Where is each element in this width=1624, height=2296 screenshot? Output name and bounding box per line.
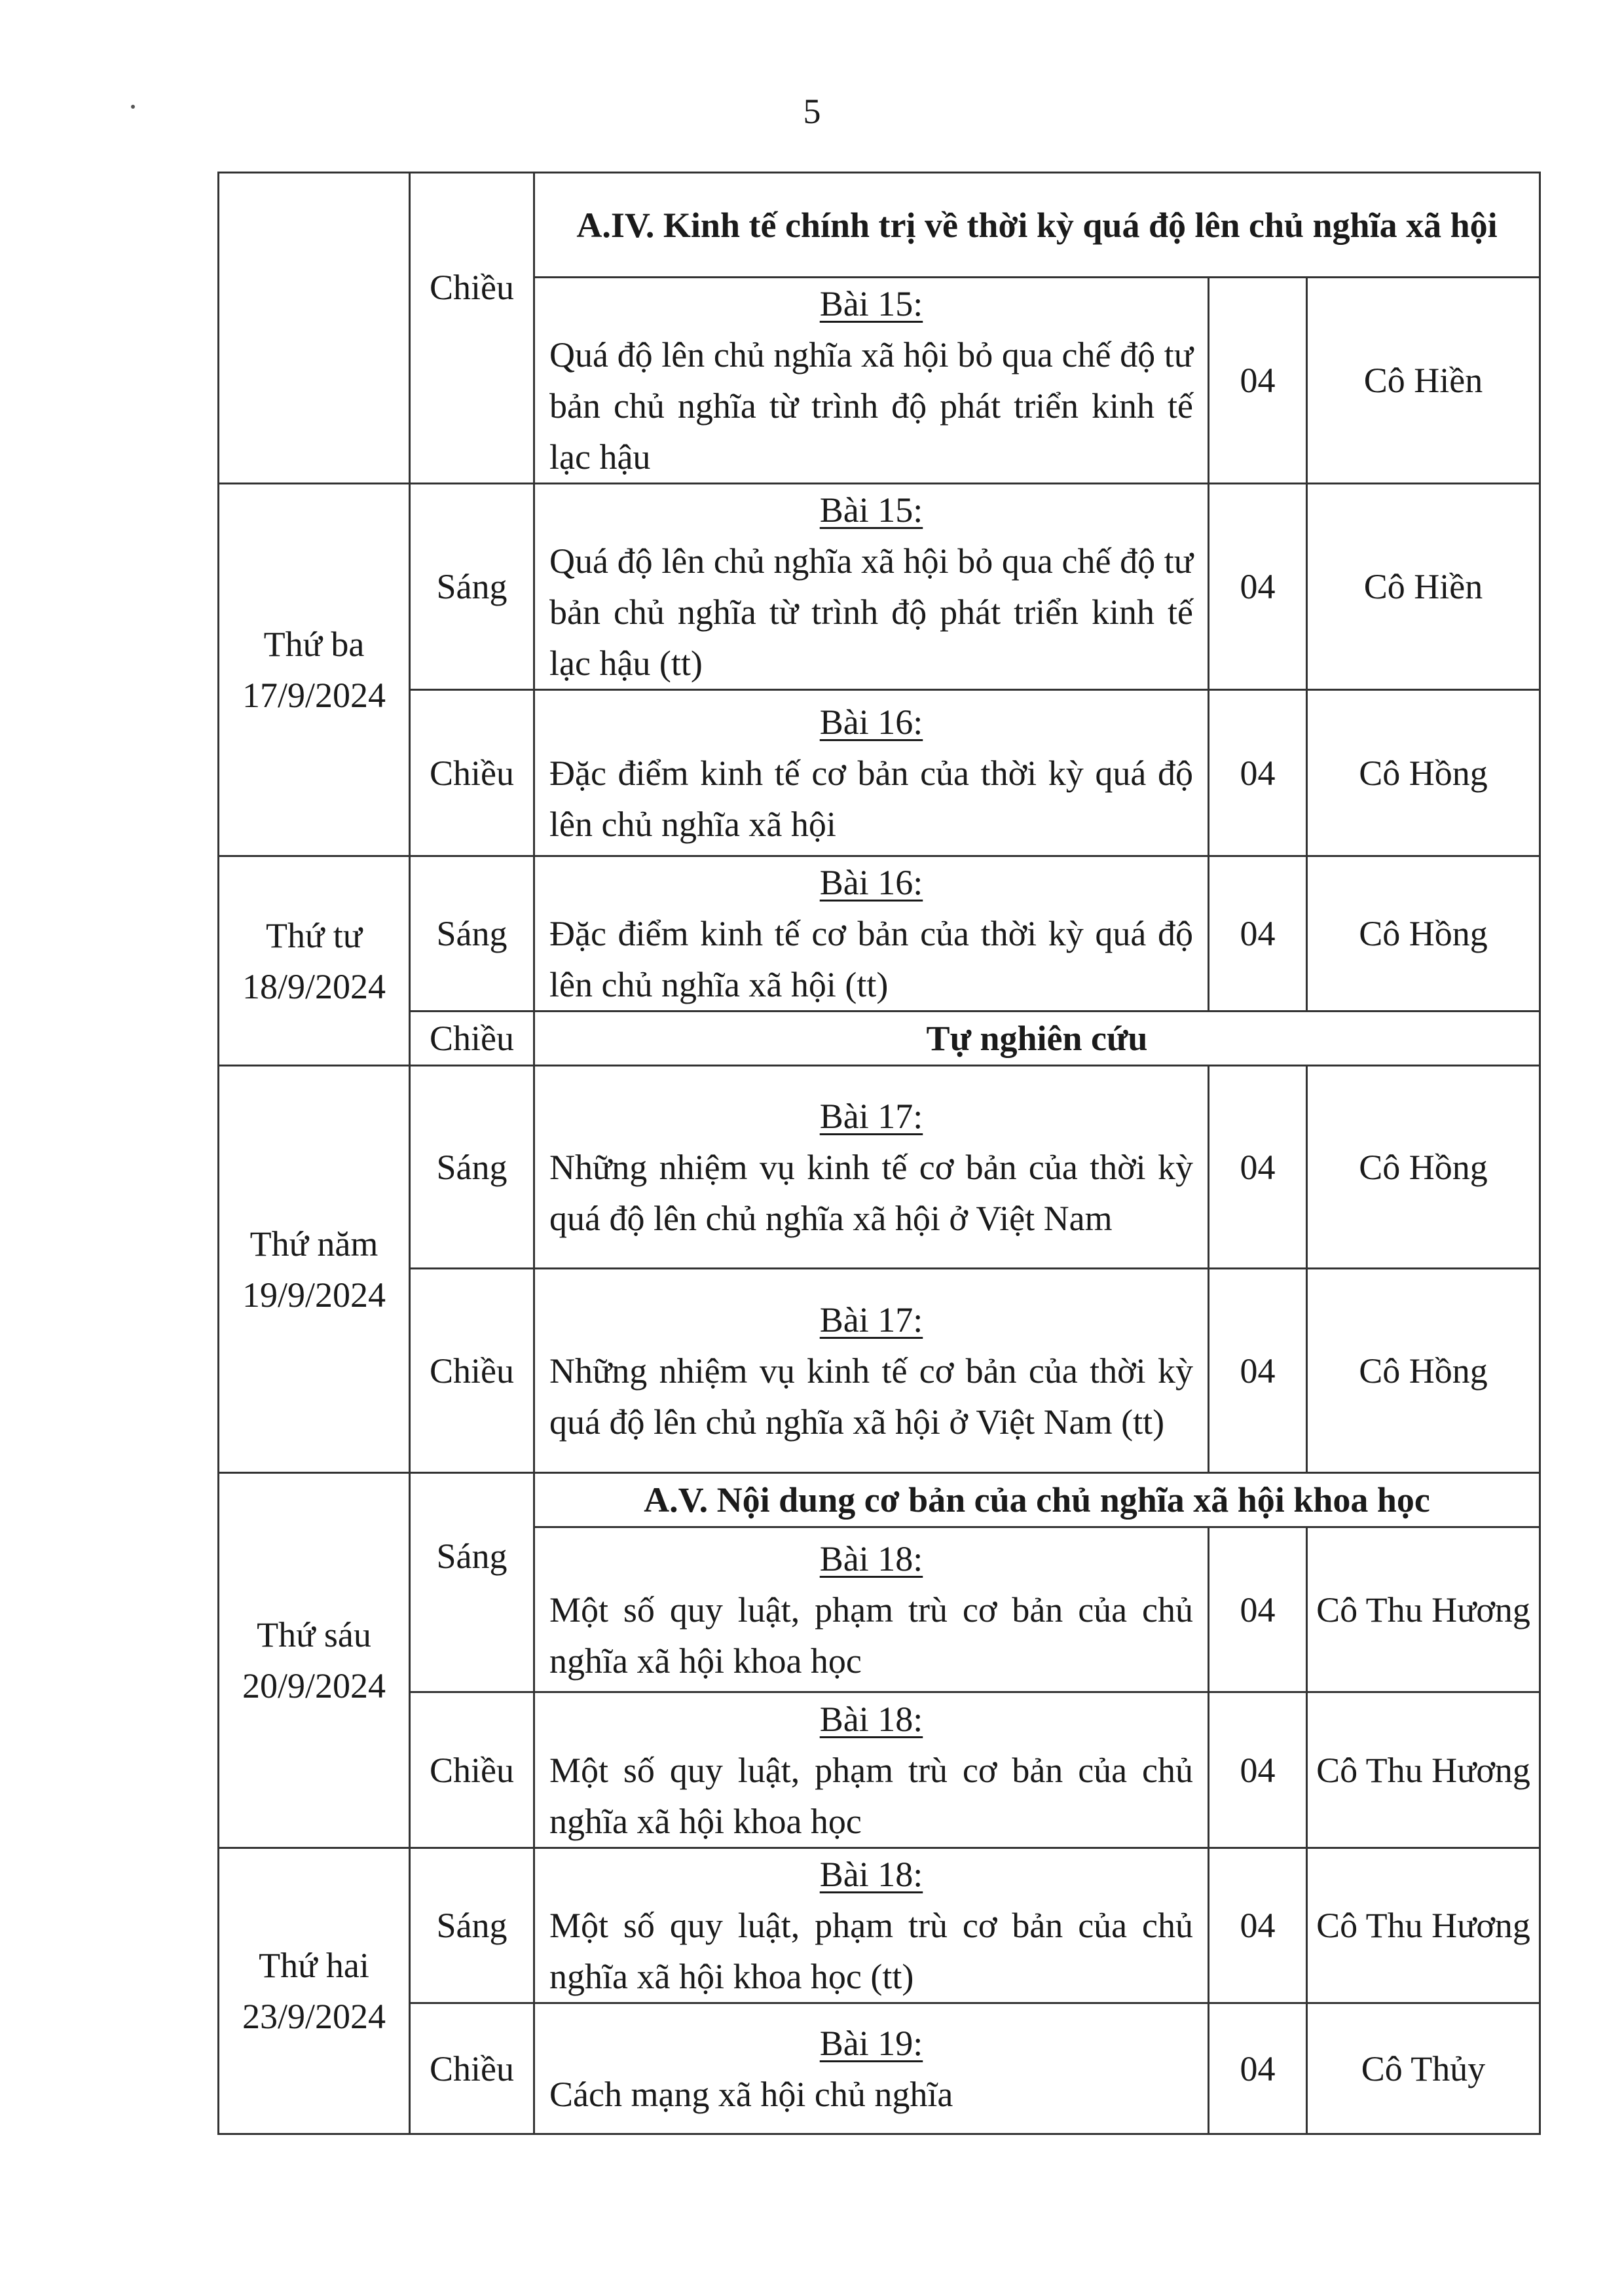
session-cell — [410, 1011, 534, 1066]
lesson-cell — [534, 1527, 1209, 1692]
table-row — [219, 484, 1540, 690]
teacher-cell: Cô Thu Hương — [1307, 1692, 1540, 1848]
table-row — [219, 856, 1540, 1011]
table-row — [219, 173, 1540, 278]
lesson-desc: Đặc điểm kinh tế cơ bản của thời kỳ quá độ lên chủ nghĩa xã hội — [549, 753, 1193, 844]
table-row — [219, 1473, 1540, 1527]
weekday-label: Thứ hai — [259, 1946, 369, 1985]
day-cell-wednesday — [219, 856, 410, 1066]
lesson-desc: Quá độ lên chủ nghĩa xã hội bỏ qua chế độ tư bản chủ nghĩa từ trình độ phát triển kinh tế lạc hậu (tt) — [549, 541, 1193, 683]
lesson-title: Bài 16: — [819, 702, 923, 742]
teacher-cell: Cô Hồng — [1307, 856, 1540, 1011]
day-cell-tuesday — [219, 484, 410, 856]
lesson-cell — [534, 690, 1209, 856]
lesson-title: Bài 17: — [819, 1300, 923, 1339]
weekday-label: Thứ ba — [263, 625, 365, 664]
session-label: Sáng — [436, 1537, 507, 1576]
table-row — [219, 1066, 1540, 1269]
lesson-desc: Quá độ lên chủ nghĩa xã hội bỏ qua chế độ tư bản chủ nghĩa từ trình độ phát triển kinh tế lạc hậu — [549, 335, 1193, 477]
session-cell — [410, 1848, 534, 2003]
lesson-desc: Một số quy luật, phạm trù cơ bản của chủ nghĩa xã hội khoa học (tt) — [549, 1906, 1193, 1996]
session-label: Chiều — [430, 2049, 514, 2088]
lesson-cell — [534, 1692, 1209, 1848]
session-cell — [410, 856, 534, 1011]
lesson-title: Bài 18: — [819, 1699, 923, 1739]
date-label: 18/9/2024 — [242, 966, 386, 1006]
date-label: 23/9/2024 — [242, 1997, 386, 2036]
lesson-desc: Những nhiệm vụ kinh tế cơ bản của thời kỳ quá độ lên chủ nghĩa xã hội ở Việt Nam (tt) — [549, 1351, 1193, 1442]
page-number: 5 — [803, 92, 821, 131]
section-heading-a4: A.IV. Kinh tế chính trị về thời kỳ quá độ lên chủ nghĩa xã hội — [534, 173, 1540, 278]
lesson-cell — [534, 278, 1209, 484]
lesson-title: Bài 19: — [819, 2023, 923, 2063]
session-cell — [410, 1066, 534, 1269]
lesson-cell — [534, 1269, 1209, 1473]
hours-cell: 04 — [1209, 1066, 1307, 1269]
table-row — [219, 690, 1540, 856]
lesson-cell — [534, 2003, 1209, 2134]
hours-cell: 04 — [1209, 1848, 1307, 2003]
session-cell — [410, 1473, 534, 1692]
session-label: Sáng — [436, 914, 507, 953]
session-cell — [410, 1269, 534, 1473]
teacher-cell: Cô Hồng — [1307, 690, 1540, 856]
lesson-title: Bài 16: — [819, 863, 923, 902]
date-label: 20/9/2024 — [242, 1666, 386, 1705]
session-label: Chiều — [430, 1019, 514, 1058]
session-label: Chiều — [430, 753, 514, 793]
lesson-desc: Một số quy luật, phạm trù cơ bản của chủ nghĩa xã hội khoa học — [549, 1750, 1193, 1841]
lesson-cell — [534, 856, 1209, 1011]
hours-cell: 04 — [1209, 484, 1307, 690]
hours-cell: 04 — [1209, 2003, 1307, 2134]
lesson-desc: Một số quy luật, phạm trù cơ bản của chủ nghĩa xã hội khoa học — [549, 1590, 1193, 1681]
day-cell-friday — [219, 1473, 410, 1848]
teacher-cell: Cô Thủy — [1307, 2003, 1540, 2134]
weekday-label: Thứ sáu — [257, 1615, 371, 1654]
session-cell — [410, 484, 534, 690]
session-cell — [410, 2003, 534, 2134]
lesson-title: Bài 15: — [819, 284, 923, 323]
hours-cell: 04 — [1209, 1269, 1307, 1473]
day-cell-empty — [219, 173, 410, 484]
session-label: Chiều — [430, 1351, 514, 1391]
hours-cell: 04 — [1209, 1692, 1307, 1848]
date-label: 19/9/2024 — [242, 1275, 386, 1315]
table-row — [219, 1848, 1540, 2003]
session-cell — [410, 1692, 534, 1848]
session-label: Chiều — [430, 268, 514, 307]
day-cell-monday — [219, 1848, 410, 2134]
session-cell — [410, 173, 534, 484]
schedule-table — [217, 172, 1541, 2135]
table-row — [219, 1269, 1540, 1473]
table-row — [219, 1011, 1540, 1066]
lesson-desc: Đặc điểm kinh tế cơ bản của thời kỳ quá độ lên chủ nghĩa xã hội (tt) — [549, 914, 1193, 1004]
lesson-title: Bài 18: — [819, 1855, 923, 1894]
self-study-heading: Tự nghiên cứu — [534, 1011, 1540, 1066]
session-label: Sáng — [436, 1906, 507, 1945]
teacher-cell: Cô Hồng — [1307, 1269, 1540, 1473]
session-label: Sáng — [436, 567, 507, 606]
session-label: Chiều — [430, 1750, 514, 1790]
lesson-cell — [534, 1848, 1209, 2003]
lesson-desc: Những nhiệm vụ kinh tế cơ bản của thời kỳ quá độ lên chủ nghĩa xã hội ở Việt Nam — [549, 1147, 1193, 1238]
teacher-cell: Cô Hồng — [1307, 1066, 1540, 1269]
date-label: 17/9/2024 — [242, 676, 386, 715]
lesson-title: Bài 15: — [819, 490, 923, 530]
table-row — [219, 1692, 1540, 1848]
lesson-cell — [534, 1066, 1209, 1269]
lesson-desc: Cách mạng xã hội chủ nghĩa — [549, 2074, 953, 2114]
section-heading-a5: A.V. Nội dung cơ bản của chủ nghĩa xã hội khoa học — [534, 1473, 1540, 1527]
weekday-label: Thứ năm — [249, 1224, 378, 1264]
weekday-label: Thứ tư — [265, 915, 363, 955]
table-row — [219, 2003, 1540, 2134]
teacher-cell: Cô Thu Hương — [1307, 1848, 1540, 2003]
teacher-cell: Cô Thu Hương — [1307, 1527, 1540, 1692]
lesson-title: Bài 18: — [819, 1539, 923, 1578]
day-cell-thursday — [219, 1066, 410, 1473]
session-cell — [410, 690, 534, 856]
hours-cell: 04 — [1209, 690, 1307, 856]
hours-cell: 04 — [1209, 856, 1307, 1011]
teacher-cell: Cô Hiền — [1307, 278, 1540, 484]
lesson-cell — [534, 484, 1209, 690]
teacher-cell: Cô Hiền — [1307, 484, 1540, 690]
lesson-title: Bài 17: — [819, 1096, 923, 1136]
session-label: Sáng — [436, 1147, 507, 1187]
hours-cell: 04 — [1209, 278, 1307, 484]
hours-cell: 04 — [1209, 1527, 1307, 1692]
